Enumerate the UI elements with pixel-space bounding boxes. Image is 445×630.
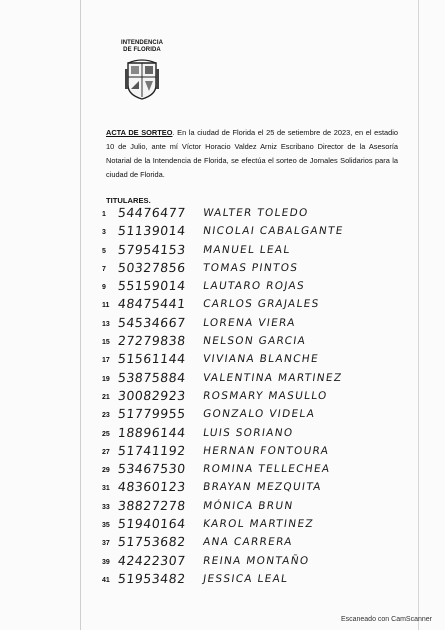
titular-document-number: 57954153 xyxy=(117,241,187,257)
titular-name: MANUEL LEAL xyxy=(202,243,292,256)
titular-number: 21 xyxy=(102,393,110,401)
titular-document-number: 38827278 xyxy=(117,497,187,513)
titulares-list xyxy=(102,205,412,589)
acta-text: . En la ciudad de Florida el 25 de setiembre de 2023, en el estadio 10 de Julio, ante mí Víctor Horacio Valdez Arniz Escribano Director de la Asesoría Notarial de la Intendencia de Florida, se efectúa el sorteo de Jornales Solidarios para la ciudad de Florida. xyxy=(106,128,398,179)
titular-number: 27 xyxy=(102,448,110,456)
titular-row xyxy=(102,315,412,333)
institution-name-line2: DE FLORIDA xyxy=(123,47,161,53)
titular-row xyxy=(102,278,412,296)
titular-row xyxy=(102,443,412,461)
titular-name: LUIS SORIANO xyxy=(202,426,295,439)
page-edge-left xyxy=(80,0,81,630)
scanner-watermark: Escaneado con CamScanner xyxy=(340,616,432,623)
titular-document-number: 51561144 xyxy=(117,351,187,367)
acta-paragraph xyxy=(106,126,398,182)
titular-document-number: 55159014 xyxy=(117,278,187,294)
titular-row xyxy=(102,553,412,571)
titular-document-number: 51753682 xyxy=(117,534,187,550)
titular-number: 41 xyxy=(102,576,110,584)
titular-row xyxy=(102,370,412,388)
titular-number: 17 xyxy=(102,357,110,365)
titular-row xyxy=(102,479,412,497)
titular-row xyxy=(102,351,412,369)
titular-number: 39 xyxy=(102,558,110,566)
titular-number: 9 xyxy=(102,284,106,292)
titular-number: 7 xyxy=(102,265,106,273)
titular-document-number: 51741192 xyxy=(117,442,187,458)
titular-name: REINA MONTAÑO xyxy=(202,554,311,567)
titular-row xyxy=(102,388,412,406)
titular-name: LAUTARO ROJAS xyxy=(202,280,306,293)
coat-of-arms-icon xyxy=(125,57,159,101)
titular-name: NICOLAI CABALGANTE xyxy=(202,225,345,238)
titular-document-number: 42422307 xyxy=(117,552,187,568)
titular-name: VIVIANA BLANCHE xyxy=(202,353,320,366)
titular-name: JESSICA LEAL xyxy=(202,572,289,585)
titular-document-number: 18896144 xyxy=(117,424,187,440)
titular-number: 33 xyxy=(102,503,110,511)
titular-row xyxy=(102,333,412,351)
page-edge-right xyxy=(418,0,419,630)
titular-number: 5 xyxy=(102,247,106,255)
titular-number: 3 xyxy=(102,229,106,237)
titular-name: NELSON GARCIA xyxy=(202,335,307,348)
titular-row xyxy=(102,571,412,589)
titular-name: ANA CARRERA xyxy=(202,536,294,549)
titular-number: 35 xyxy=(102,522,110,530)
titular-number: 23 xyxy=(102,412,110,420)
titular-document-number: 48475441 xyxy=(117,296,187,312)
titular-row xyxy=(102,205,412,223)
titular-name: VALENTINA MARTINEZ xyxy=(202,371,344,384)
titular-document-number: 51779955 xyxy=(117,406,187,422)
titular-document-number: 51139014 xyxy=(117,223,187,239)
titular-number: 25 xyxy=(102,430,110,438)
titular-row xyxy=(102,498,412,516)
titular-name: MÓNICA BRUN xyxy=(202,499,295,512)
titular-row xyxy=(102,425,412,443)
titular-document-number: 53467530 xyxy=(117,461,187,477)
titular-row xyxy=(102,534,412,552)
titular-number: 19 xyxy=(102,375,110,383)
titular-document-number: 48360123 xyxy=(117,479,187,495)
titular-row xyxy=(102,516,412,534)
titular-document-number: 53875884 xyxy=(117,369,187,385)
titular-document-number: 27279838 xyxy=(117,333,187,349)
titular-document-number: 50327856 xyxy=(117,259,187,275)
titular-name: TOMAS PINTOS xyxy=(202,261,299,274)
titular-number: 1 xyxy=(102,211,106,218)
titular-name: BRAYAN MEZQUITA xyxy=(202,481,323,494)
titular-number: 29 xyxy=(102,467,110,475)
titular-name: CARLOS GRAJALES xyxy=(202,298,321,311)
titular-name: HERNAN FONTOURA xyxy=(202,444,330,457)
titular-number: 11 xyxy=(102,302,110,310)
titular-row xyxy=(102,242,412,260)
institution-name-line1: INTENDENCIA xyxy=(120,40,164,46)
titular-row xyxy=(102,461,412,479)
titular-row xyxy=(102,406,412,424)
titular-name: ROSMARY MASULLO xyxy=(202,389,329,402)
titular-number: 13 xyxy=(102,320,110,328)
titular-number: 37 xyxy=(102,540,110,548)
titular-name: WALTER TOLEDO xyxy=(202,207,310,219)
titular-document-number: 30082923 xyxy=(117,387,187,403)
titular-number: 15 xyxy=(102,339,110,347)
titular-document-number: 51953482 xyxy=(117,570,187,586)
titular-number: 31 xyxy=(102,485,110,493)
titular-name: KAROL MARTINEZ xyxy=(202,518,315,531)
titulares-heading: TITULARES. xyxy=(106,196,151,205)
acta-title: ACTA DE SORTEO xyxy=(106,128,173,137)
titular-row xyxy=(102,296,412,314)
titular-name: GONZALO VIDELA xyxy=(202,408,317,421)
titular-document-number: 54534667 xyxy=(117,314,187,330)
titular-row xyxy=(102,260,412,278)
titular-document-number: 51940164 xyxy=(117,516,187,532)
letterhead xyxy=(112,40,172,101)
titular-row xyxy=(102,223,412,241)
titular-document-number: 54476477 xyxy=(117,205,187,220)
titular-name: LORENA VIERA xyxy=(202,316,297,329)
titular-name: ROMINA TELLECHEA xyxy=(202,463,332,476)
